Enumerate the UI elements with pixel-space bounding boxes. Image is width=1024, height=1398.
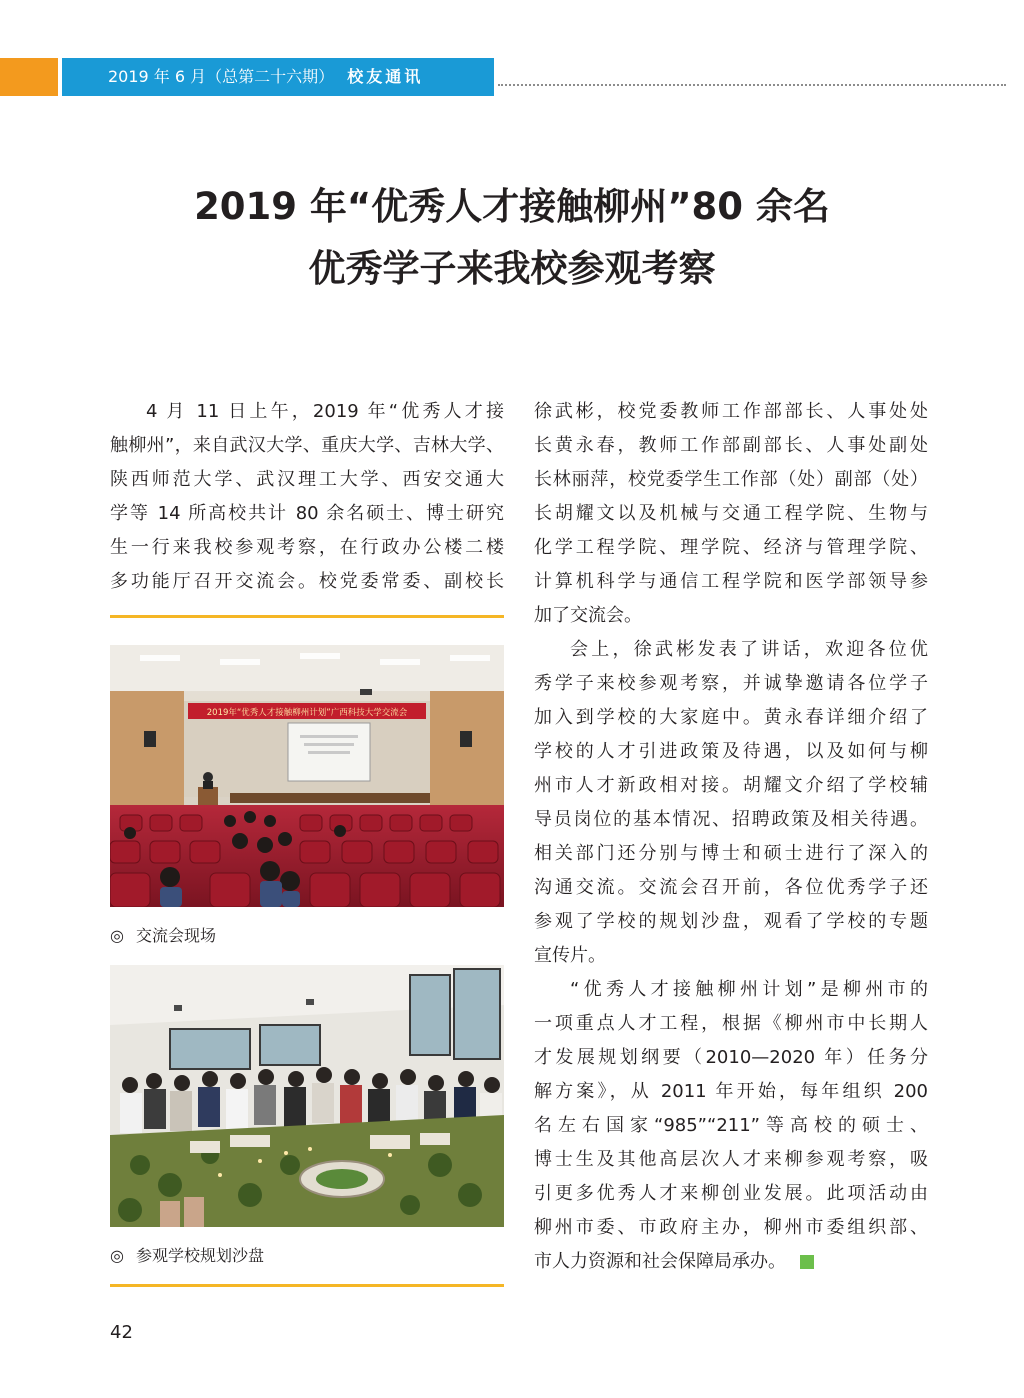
header-accent-block — [0, 58, 58, 96]
text-line: 宣传片。 — [534, 945, 606, 966]
header-dotted-rule — [498, 84, 1006, 86]
divider-rule — [110, 615, 504, 618]
text-line: 博士生及其他高层次人才来柳参观考察，吸 — [534, 1149, 928, 1170]
photo2-caption — [110, 1243, 264, 1266]
right-column-text — [534, 395, 928, 1279]
text-line: 沟通交流。交流会召开前，各位优秀学子还 — [534, 877, 928, 898]
text-line: 生一行来我校参观考察，在行政办公楼二楼 — [110, 537, 504, 558]
text-line: 陕西师范大学、武汉理工大学、西安交通大 — [110, 469, 504, 490]
text-line: 解方案》，从 2011 年开始，每年组织 200 — [534, 1081, 928, 1102]
text-line: 秀学子来校参观考察，并诚挚邀请各位学子 — [534, 673, 928, 694]
text-line: 多功能厅召开交流会。校党委常委、副校长 — [110, 571, 504, 592]
text-line: 州市人才新政相对接。胡耀文介绍了学校辅 — [534, 775, 928, 796]
text-line: 一项重点人才工程，根据《柳州市中长期人 — [534, 1013, 928, 1034]
issue-header — [62, 58, 494, 96]
text-line: 加了交流会。 — [534, 605, 642, 626]
text-line: 相关部门还分别与博士和硕士进行了深入的 — [534, 843, 928, 864]
text-line: 名左右国家“985”“211”等高校的硕士、 — [534, 1115, 928, 1136]
text-line: 会上，徐武彬发表了讲话，欢迎各位优 — [570, 639, 928, 660]
text-line: 参观了学校的规划沙盘，观看了学校的专题 — [534, 911, 928, 932]
issue-date: 2019 年 6 月（总第二十六期） — [108, 67, 335, 86]
text-line: 4 月 11 日上午，2019 年“优秀人才接 — [146, 401, 504, 422]
article-title-line-1: 2019 年“优秀人才接触柳州”80 余名 — [194, 185, 830, 228]
meeting-hall-photo — [110, 645, 504, 907]
text-line: 长黄永春，教师工作部副部长、人事处副处 — [534, 435, 928, 456]
end-of-article-icon — [800, 1255, 814, 1269]
text-line: 长胡耀文以及机械与交通工程学院、生物与 — [534, 503, 928, 524]
text-line: 徐武彬，校党委教师工作部部长、人事处处 — [534, 401, 928, 422]
divider-rule — [110, 1284, 504, 1287]
text-line-final — [534, 1245, 928, 1279]
page-number: 42 — [110, 1322, 133, 1343]
text-line-final-content: 市人力资源和社会保障局承办。 — [534, 1251, 786, 1272]
banner-text: 2019年“优秀人才接触柳州计划”广西科技大学交流会 — [206, 708, 408, 718]
text-line: “优秀人才接触柳州计划”是柳州市的 — [570, 979, 928, 1000]
text-line: 长林丽萍，校党委学生工作部（处）副部（处） — [534, 469, 928, 490]
text-line: 才发展规划纲要（2010—2020 年）任务分 — [534, 1047, 928, 1068]
text-line: 触柳州”，来自武汉大学、重庆大学、吉林大学、 — [110, 435, 504, 456]
photo1-caption — [110, 923, 216, 946]
publication-name: 校友通讯 — [347, 67, 424, 86]
left-column-text — [110, 395, 504, 599]
text-line: 导员岗位的基本情况、招聘政策及相关待遇。 — [534, 809, 928, 830]
caption-bullet-icon: ◎ — [110, 1246, 124, 1265]
caption-bullet-icon: ◎ — [110, 926, 124, 945]
text-line: 柳州市委、市政府主办，柳州市委组织部、 — [534, 1217, 928, 1238]
sand-table-photo — [110, 965, 504, 1227]
article-title-line-2: 优秀学子来我校参观考察 — [308, 247, 716, 290]
text-line: 学等 14 所高校共计 80 余名硕士、博士研究 — [110, 503, 504, 524]
text-line: 学校的人才引进政策及待遇，以及如何与柳 — [534, 741, 928, 762]
text-line: 化学工程学院、理学院、经济与管理学院、 — [534, 537, 928, 558]
caption-text: 参观学校规划沙盘 — [135, 1246, 264, 1265]
caption-text: 交流会现场 — [135, 926, 216, 945]
text-line: 加入到学校的大家庭中。黄永春详细介绍了 — [534, 707, 928, 728]
text-line: 引更多优秀人才来柳创业发展。此项活动由 — [534, 1183, 928, 1204]
meeting-hall-illustration — [110, 645, 504, 907]
sand-table-illustration — [110, 965, 504, 1227]
text-line: 计算机科学与通信工程学院和医学部领导参 — [534, 571, 928, 592]
